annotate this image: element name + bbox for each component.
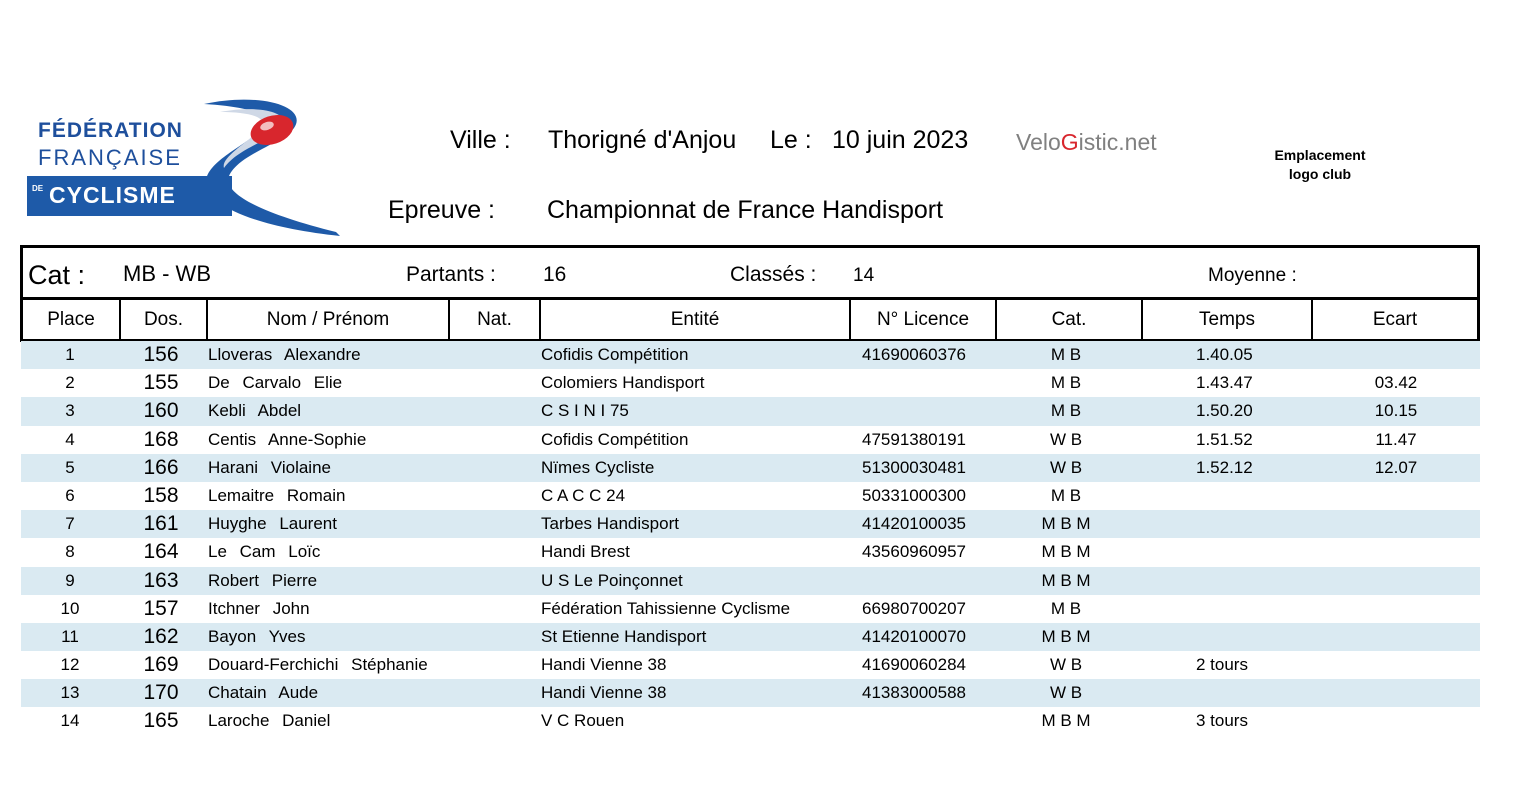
cell-temps: 2 tours	[1196, 655, 1248, 675]
cell-dos: 156	[143, 343, 179, 366]
column-header-licence: N° Licence	[849, 300, 995, 339]
table-row	[21, 454, 1480, 482]
cell-entite: U S Le Poinçonnet	[541, 570, 683, 590]
cell-cat: W B	[1049, 429, 1083, 449]
cell-dos: 158	[143, 483, 179, 507]
cell-ecart	[1311, 341, 1481, 369]
cell-licence: 41690060284	[862, 655, 967, 675]
cell-dos: 157	[143, 596, 179, 620]
cell-dos: 155	[143, 371, 179, 395]
column-header-entite: Entité	[539, 300, 849, 339]
cell-place: 2	[65, 373, 75, 393]
cell-temps: 1.51.52	[1196, 429, 1253, 449]
cell-dos: 163	[143, 568, 179, 592]
cell-nom: Itchner John	[208, 598, 310, 618]
cell-licence: 41383000588	[862, 683, 967, 703]
table-row	[21, 482, 1480, 510]
brand-prefix: Velo	[1016, 129, 1061, 155]
cell-cat: M B	[1050, 345, 1082, 364]
table-row	[21, 567, 1480, 595]
results-table-header	[20, 300, 1480, 342]
partants-value: 16	[543, 263, 567, 286]
cell-entite: Handi Vienne 38	[541, 655, 667, 675]
cell-nom: Le Cam Loïc	[208, 542, 321, 562]
cell-dos: 165	[143, 709, 179, 733]
category-summary	[20, 245, 1480, 300]
date-label: Le :	[770, 126, 812, 154]
results-table-body	[21, 341, 1480, 736]
cell-place: 7	[65, 514, 75, 534]
column-header-nom: Nom / Prénom	[206, 300, 448, 339]
table-row	[21, 679, 1480, 707]
cell-cat: W B	[1049, 655, 1083, 675]
table-row	[21, 369, 1480, 397]
epreuve-label: Epreuve :	[388, 196, 496, 224]
cell-cat: M B M	[1041, 514, 1091, 534]
cell-licence: 51300030481	[862, 457, 967, 477]
cell-nom: Robert Pierre	[208, 570, 318, 590]
cell-cat: M B	[1050, 373, 1082, 393]
cell-entite: Nïmes Cycliste	[541, 457, 655, 477]
cell-licence: 47591380191	[862, 429, 967, 449]
cell-temps: 3 tours	[1196, 711, 1248, 731]
cell-licence: 41690060376	[862, 345, 967, 364]
classes-value: 14	[853, 265, 875, 286]
cell-place: 13	[60, 683, 80, 703]
brand-suffix: istic.net	[1078, 129, 1157, 155]
cell-place: 9	[65, 570, 75, 590]
cell-place: 6	[65, 485, 75, 505]
cell-licence: 43560960957	[862, 542, 967, 562]
cell-place: 8	[65, 542, 75, 562]
cell-licence: 41420100070	[862, 626, 967, 646]
table-row	[21, 707, 1480, 735]
epreuve-value: Championnat de France Handisport	[547, 196, 944, 224]
cell-licence: 66980700207	[862, 598, 967, 618]
cell-ecart	[1311, 482, 1481, 510]
table-row	[21, 341, 1480, 369]
cell-dos: 164	[143, 540, 179, 564]
column-header-temps: Temps	[1141, 300, 1311, 339]
column-header-dos: Dos.	[119, 300, 206, 339]
cell-dos: 169	[143, 653, 179, 677]
cell-nom: Centis Anne-Sophie	[208, 429, 367, 449]
cell-ecart	[1311, 510, 1481, 538]
table-row	[21, 426, 1480, 454]
cell-dos: 161	[143, 512, 179, 536]
cell-nom: Huyghe Laurent	[208, 514, 337, 534]
cell-cat: W B	[1049, 683, 1083, 703]
cell-dos: 166	[143, 455, 179, 479]
column-header-cat: Cat.	[995, 300, 1141, 339]
cell-cat: M B M	[1041, 542, 1091, 562]
cell-licence: 41420100035	[862, 514, 967, 534]
cell-cat: M B	[1050, 401, 1082, 421]
logo-text-federation: FÉDÉRATION	[38, 119, 183, 142]
cell-cat: M B M	[1041, 626, 1091, 646]
cell-ecart: 03.42	[1374, 373, 1418, 393]
cell-ecart	[1311, 567, 1481, 595]
cell-nom: Bayon Yves	[208, 626, 306, 646]
cell-temps: 1.52.12	[1196, 457, 1253, 477]
cell-dos: 170	[143, 681, 179, 705]
cell-entite: Colomiers Handisport	[541, 373, 705, 393]
cell-place: 10	[60, 598, 80, 618]
cell-ecart	[1311, 679, 1481, 707]
cell-ecart: 10.15	[1374, 401, 1418, 421]
emplacement-line1: Emplacement	[1274, 147, 1366, 163]
cell-place: 11	[61, 626, 79, 646]
cell-place: 12	[60, 655, 80, 675]
club-logo-placeholder	[1250, 146, 1390, 184]
cell-licence: 50331000300	[862, 485, 967, 505]
cat-label: Cat :	[28, 260, 86, 290]
cell-entite: V C Rouen	[541, 711, 625, 731]
cell-dos: 168	[143, 427, 179, 451]
logo-text-cyclisme: CYCLISME	[49, 182, 176, 208]
cell-entite: Cofidis Compétition	[541, 345, 689, 364]
cell-entite: Handi Brest	[541, 542, 630, 562]
cell-cat: M B	[1050, 598, 1082, 618]
emplacement-line2: logo club	[1288, 166, 1352, 182]
ffc-logo	[24, 96, 344, 238]
cell-cat: W B	[1049, 457, 1083, 477]
cell-temps: 1.43.47	[1196, 373, 1253, 393]
cat-value: MB - WB	[123, 261, 211, 286]
cell-nom: Chatain Aude	[208, 683, 319, 703]
cell-dos: 162	[143, 624, 179, 648]
table-row	[21, 397, 1480, 425]
cell-place: 5	[65, 457, 75, 477]
cell-ecart: 11.47	[1375, 429, 1417, 449]
cell-cat: M B	[1050, 485, 1082, 505]
cell-ecart	[1311, 595, 1481, 623]
column-header-place: Place	[47, 309, 95, 330]
table-row	[21, 510, 1480, 538]
cell-dos: 160	[143, 399, 179, 423]
cell-nom: Laroche Daniel	[208, 711, 331, 731]
cell-nom: Douard-Ferchichi Stéphanie	[208, 655, 428, 675]
cell-temps: 1.50.20	[1196, 401, 1253, 421]
cell-place: 14	[60, 711, 80, 731]
cell-cat: M B M	[1041, 570, 1091, 590]
ville-value: Thorigné d'Anjou	[548, 126, 737, 154]
cell-ecart: 12.07	[1374, 457, 1418, 477]
cell-cat: M B M	[1041, 711, 1091, 731]
cell-ecart	[1311, 538, 1481, 566]
cell-entite: Cofidis Compétition	[541, 429, 689, 449]
cell-place: 3	[65, 401, 75, 421]
cell-place: 4	[65, 429, 75, 449]
logo-text-de: DE	[32, 184, 44, 193]
cell-ecart	[1311, 707, 1481, 735]
cell-nom: Lemaitre Romain	[208, 485, 346, 505]
cell-entite: Fédération Tahissienne Cyclisme	[541, 598, 791, 618]
classes-label: Classés :	[730, 263, 817, 286]
cell-ecart	[1311, 651, 1481, 679]
column-header-ecart: Ecart	[1311, 300, 1477, 339]
cell-nom: De Carvalo Elie	[208, 373, 343, 393]
cell-temps: 1.40.05	[1196, 345, 1253, 364]
cell-entite: St Etienne Handisport	[541, 626, 707, 646]
cell-entite: C S I N I 75	[541, 401, 629, 421]
cell-entite: Tarbes Handisport	[541, 514, 679, 534]
velogistic-brand	[1016, 129, 1157, 156]
cell-nom: Harani Violaine	[208, 457, 331, 477]
ville-label: Ville :	[450, 126, 511, 154]
table-row	[21, 623, 1480, 651]
cell-nom: Kebli Abdel	[208, 401, 302, 421]
table-row	[21, 538, 1480, 566]
moyenne-label: Moyenne :	[1208, 265, 1297, 286]
table-row	[21, 595, 1480, 623]
column-header-nat: Nat.	[448, 300, 539, 339]
cell-entite: C A C C 24	[541, 485, 626, 505]
partants-label: Partants :	[406, 263, 496, 286]
cell-entite: Handi Vienne 38	[541, 683, 667, 703]
cell-ecart	[1311, 623, 1481, 651]
logo-text-francaise: FRANÇAISE	[38, 145, 182, 170]
cell-nom: Lloveras Alexandre	[208, 345, 361, 364]
brand-highlight: G	[1060, 129, 1079, 155]
cell-place: 1	[65, 345, 75, 364]
table-row	[21, 651, 1480, 679]
date-value: 10 juin 2023	[832, 126, 969, 154]
